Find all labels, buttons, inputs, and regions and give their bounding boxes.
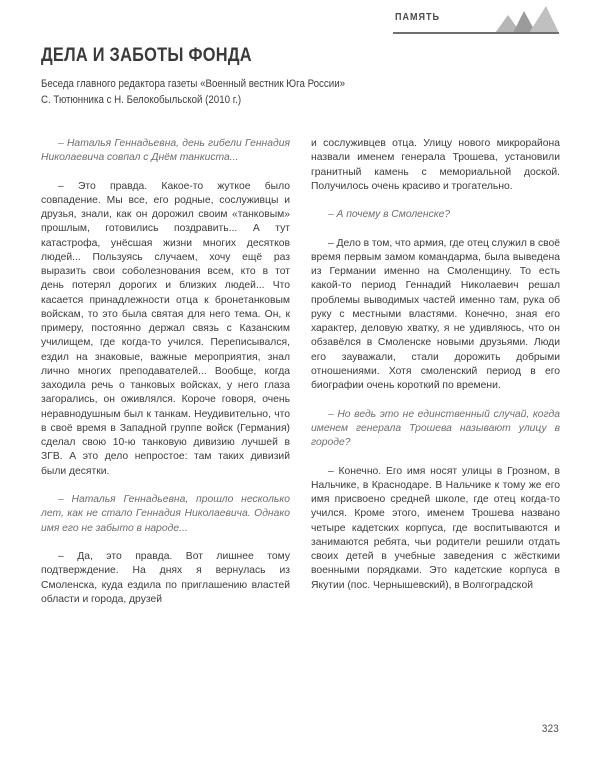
article-subtitle-line-1: Беседа главного редактора газеты «Военный вестник Юга России» [41,78,346,90]
paragraph-question: – Наталья Геннадьевна, прошло несколько лет, как не стало Геннадия Николаевича. Однако имя его не забыто в народе... [41,494,290,534]
column-right [311,137,560,712]
mountains-icon [491,6,559,33]
paragraph-answer: – Конечно. Его имя носят улицы в Грозном, в Нальчике, в Краснодаре. В Нальчике к тому же его имя присвоено средней школе, где отец когда-то учился. Кроме этого, именем Трошева названо четыре кадетских корпуса, где воспитываются и занимаются ребята, чьи родители решили отдать своих детей в учебные заведения с жёсткими военными порядками. Это кадетские корпуса в Якутии (пос. Чернышевский), в Волгоградской [311,465,560,591]
article-subtitle [41,77,406,108]
article-body [41,137,560,712]
running-header-label: ПАМЯТЬ [395,11,440,23]
running-header [393,6,559,38]
page-number: 323 [541,723,559,735]
paragraph-question: – Но ведь это не единственный случай, когда именем генерала Трошева называют улицу в городе? [311,408,560,449]
paragraph-answer: – Это правда. Какое-то жуткое было совпадение. Мы все, его родные, сослуживцы и друзья, знали, как он дорожил своим «танковым» прошлым, готовились поздравить... А тут катастрофа, унёсшая жизни многих десятков людей... Пользуясь случаем, хочу ещё раз выразить свои соболезнования всем, кто в тот день потерял дорогих и близких людей... Что касается принадлежности отца к бронетанковым войскам, то это была святая для него тема. Он, к примеру, постоянно держал связь с Казанским училищем, где когда-то учился. Переписывался, ездил на знаковые, важные мероприятия, знал лично многих преподавателей... Вообще, когда заходила речь о танковых войсках, у него глаза загорались, он оживлялся. Короче говоря, очень неравнодушным был к танкам. Неудивительно, что в своё время в Западной группе войск (Германия) сделал свою 10-ю танковую дивизию лучшей в ЗГВ. А это дело непростое: там таких дивизий были десятки. [41,180,290,477]
article-subtitle-line-2: С. Тютюнника с Н. Белокобыльской (2010 г.) [41,93,242,106]
paragraph-answer: – Да, это правда. Вот лишнее тому подтверждение. На днях я вернулась из Смоленска, куда ездила по приглашению властей области и города, друзей [41,551,290,605]
paragraph-question: – А почему в Смоленске? [328,209,451,221]
paragraph-question: – Наталья Геннадьевна, день гибели Геннадия Николаевича совпал с Днём танкиста... [41,138,290,164]
running-header-rule [393,32,559,34]
paragraph-answer: – Дело в том, что армия, где отец служил в своё время первым замом командарма, была выведена из Германии именно на Смоленщину. То есть какой-то период Геннадий Николаевич решал проблемы выводимых частей именно там, рука об руку с местными властями. Конечно, зная его характер, деловую хватку, я не удивляюсь, что он обзавёлся в Смоленске новыми друзьями. Люди его зауважали, стали дорожить добрыми отношениями. Хотя смоленский период в его биографии очень короткий по времени. [311,237,560,392]
page-title: ДЕЛА И ЗАБОТЫ ФОНДА [41,44,252,66]
column-left [41,137,290,712]
paragraph-answer-continued: и сослуживцев отца. Улицу нового микрорайона назвали именем генерала Трошева, установили гранитный камень с мемориальной доской. Получилось очень красиво и трогательно. [311,138,560,192]
